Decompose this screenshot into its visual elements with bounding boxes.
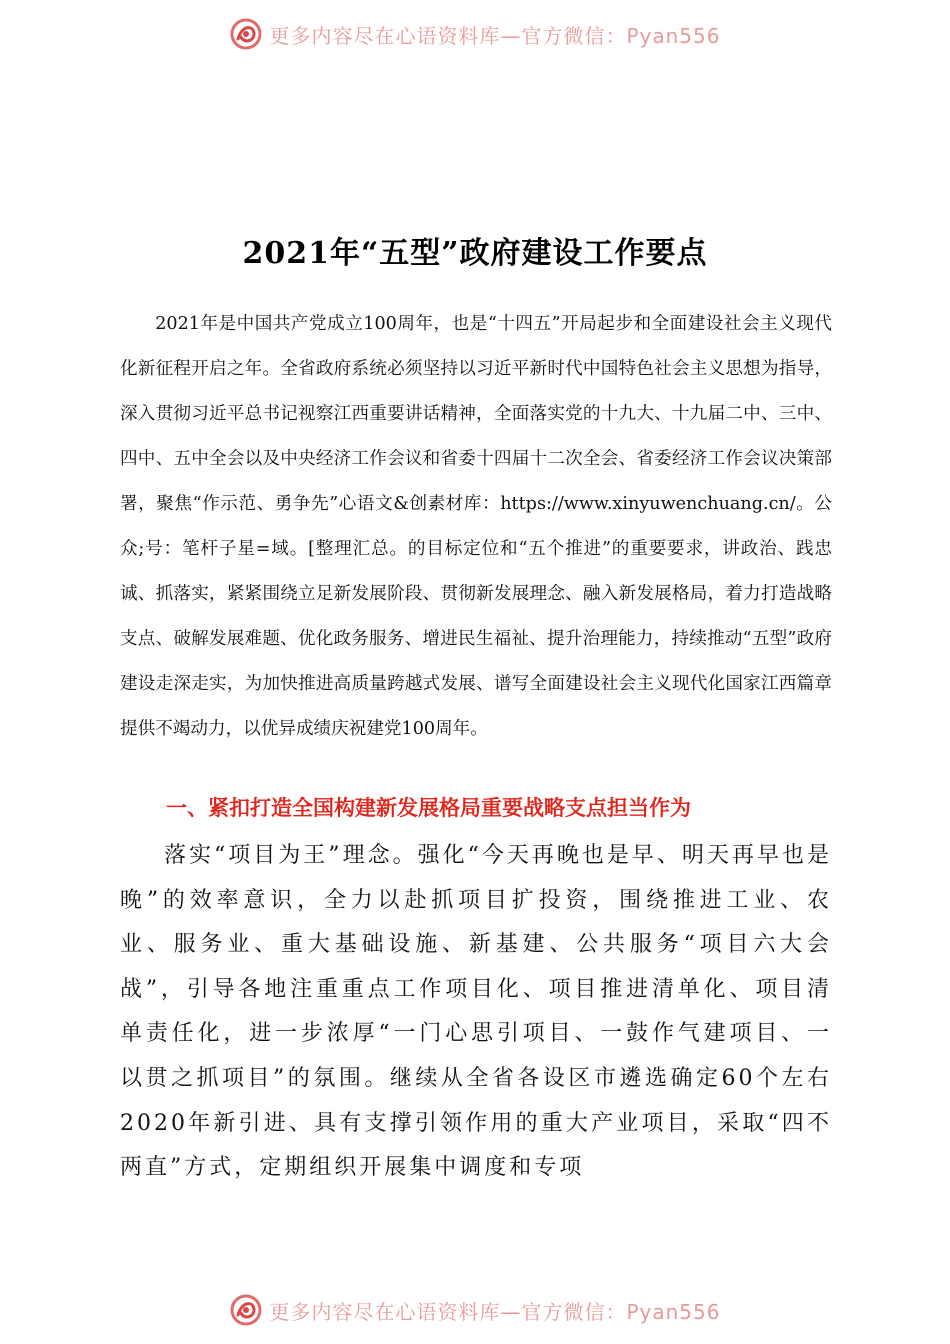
watermark-text: 更多内容尽在心语资料库—官方微信：Pyan556 <box>269 23 721 48</box>
intro-paragraph: 2021年是中国共产党成立100周年，也是“十四五”开局起步和全面建设社会主义现代化新征程开启之年。全省政府系统必须坚持以习近平新时代中国特色社会主义思想为指导，深入贯彻习近平总书记视察江西重要讲话精神，全面落实党的十九大、十九届二中、三中、四中、五中全会以及中央经济工作会议和省委十四届十二次全会、省委经济工作会议决策部署，聚焦“作示范、勇争先”心语文&创素材库：https://www.xinyuwenchuang.cn/。公众;号：笔杆子星=域。[整理汇总。的目标定位和“五个推进”的重要要求，讲政治、践忠诚、抓落实，紧紧围绕立足新发展阶段、贯彻新发展理念、融入新发展格局，着力打造战略支点、破解发展难题、优化政务服务、增进民生福祉、提升治理能力，持续推动“五型”政府建设走深走实，为加快推进高质量跨越式发展、谱写全面建设社会主义现代化国家江西篇章提供不竭动力，以优异成绩庆祝建党100周年。 <box>120 314 832 739</box>
red-swirl-logo-icon <box>229 1293 263 1327</box>
watermark-banner-bottom <box>0 1290 950 1330</box>
section-1-paragraph: 落实“项目为王”理念。强化“今天再晚也是早、明天再早也是晚”的效率意识，全力以赴抓项目扩投资，围绕推进工业、农业、服务业、重大基础设施、新基建、公共服务“项目六大会战”，引导各地注重重点工作项目化、项目推进清单化、项目清单责任化，进一步浓厚“一门心思引项目、一鼓作气建项目、一以贯之抓项目”的氛围。继续从全省各设区市遴选确定60个左右2020年新引进、具有支撑引领作用的重大产业项目，采取“四不两直”方式，定期组织开展集中调度和专项 <box>120 843 832 1181</box>
document-title: 2021年“五型”政府建设工作要点 <box>242 236 708 271</box>
red-swirl-logo-icon <box>229 17 263 51</box>
section-heading-1: 一、紧扣打造全国构建新发展格局重要战略支点担当作为 <box>166 796 691 820</box>
watermark-text: 更多内容尽在心语资料库—官方微信：Pyan556 <box>269 1299 721 1324</box>
watermark-banner-top <box>0 14 950 54</box>
